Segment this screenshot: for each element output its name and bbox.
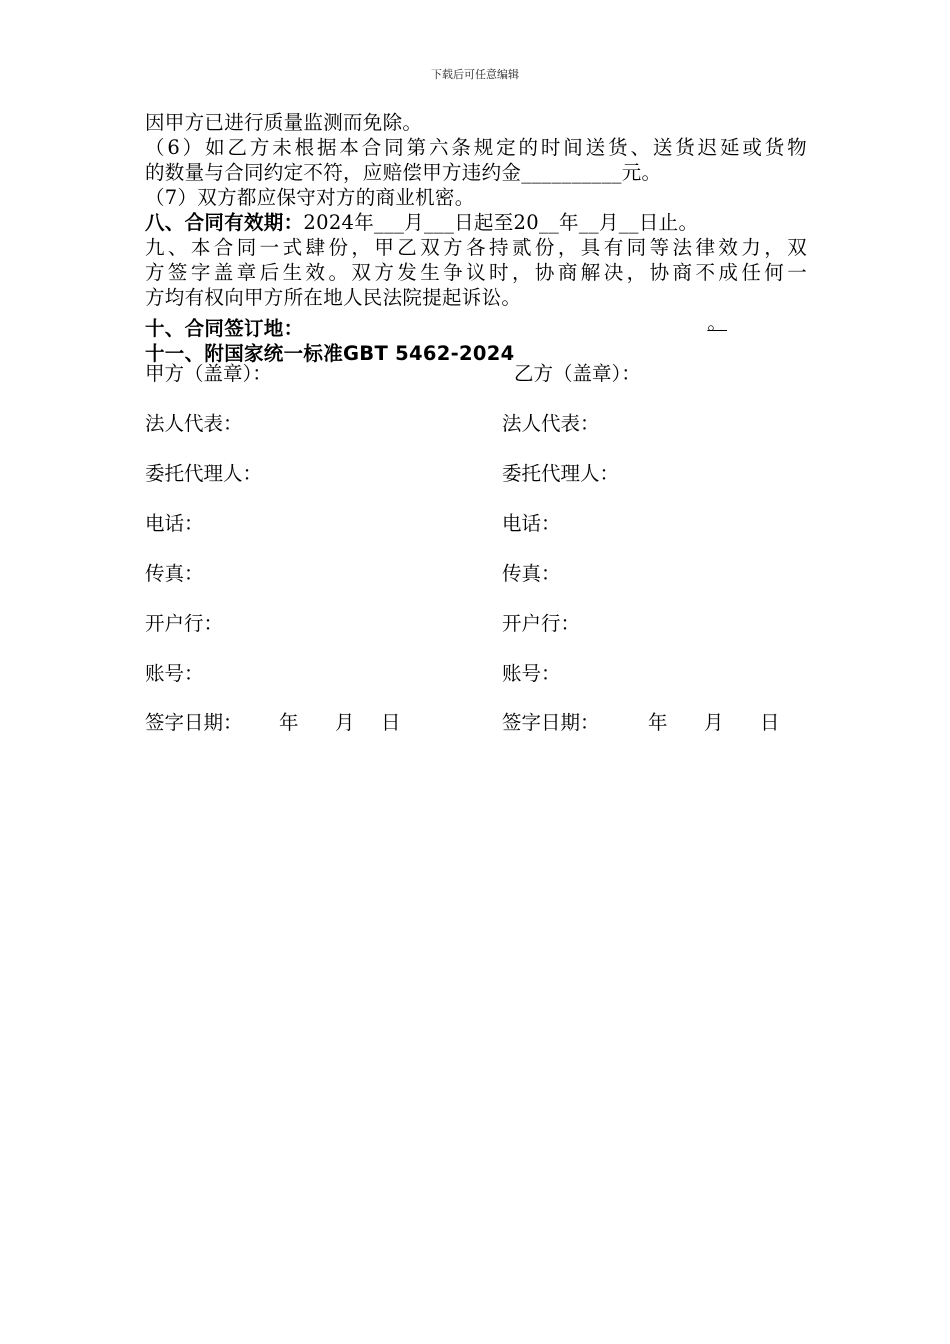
phone-a-label: 电话： [145,512,204,535]
signing-place-heading: 十、合同签订地： [145,317,304,340]
paragraph-validity [145,210,807,235]
sig-row-phone [145,511,825,537]
fax-a-label: 传真： [145,562,204,585]
bank-b-label: 开户行： [502,612,581,635]
paragraph-delay-line2 [145,160,807,185]
date-b-label: 签字日期： [502,711,600,734]
paragraph-confidentiality: （7）双方都应保守对方的商业机密。 [145,186,475,209]
date-b-year: 年 [648,711,668,734]
validity-text: 2024年___月___日起至20__年__月__日止。 [303,211,699,234]
penalty-blank[interactable]: __________ [521,161,622,184]
sig-row-fax [145,561,825,587]
date-b-day: 日 [760,711,780,734]
paragraph-copies-line1: 九、本合同一式肆份，甲乙双方各持贰份，具有同等法律效力，双 [145,236,807,259]
sig-row-party [145,361,825,387]
account-b-label: 账号： [502,662,561,685]
sig-row-account [145,661,825,687]
delay-end: 元。 [621,161,662,184]
sig-row-rep [145,411,825,437]
paragraph-signing-place [145,310,807,341]
sig-row-date [145,710,825,736]
validity-heading: 八、合同有效期： [145,211,304,234]
agent-a-label: 委托代理人： [145,462,263,485]
rep-b-label: 法人代表： [502,412,600,435]
paragraph-quality: 因甲方已进行质量监测而免除。 [145,111,423,134]
account-a-label: 账号： [145,662,204,685]
party-a-label: 甲方（盖章）： [145,362,272,385]
page-header: 下载后可任意编辑 [431,68,519,81]
date-a-year: 年 [279,711,299,734]
delay-text: 的数量与合同约定不符，应赔偿甲方违约金 [145,161,522,184]
sig-row-agent [145,461,825,487]
paragraph-standard: 十一、附国家统一标准GBT 5462-2024 [145,342,515,365]
date-a-day: 日 [381,711,401,734]
fax-b-label: 传真： [502,562,561,585]
date-a-month: 月 [335,711,355,734]
signing-place-blank[interactable]: 。 [707,311,728,334]
rep-a-label: 法人代表： [145,412,243,435]
date-b-month: 月 [704,711,724,734]
sig-row-bank [145,611,825,637]
paragraph-copies-line2: 方签字盖章后生效。双方发生争议时，协商解决，协商不成任何一 [145,261,807,284]
paragraph-delay-line1: （6）如乙方未根据本合同第六条规定的时间送货、送货迟延或货物 [145,136,807,159]
date-a [145,710,401,736]
party-b-label: 乙方（盖章）： [514,362,641,385]
date-a-label: 签字日期： [145,711,243,734]
phone-b-label: 电话： [502,512,561,535]
paragraph-copies-line3: 方均有权向甲方所在地人民法院提起诉讼。 [145,286,522,309]
date-b [502,710,780,736]
contract-body [145,110,807,366]
agent-b-label: 委托代理人： [502,462,620,485]
bank-a-label: 开户行： [145,612,224,635]
